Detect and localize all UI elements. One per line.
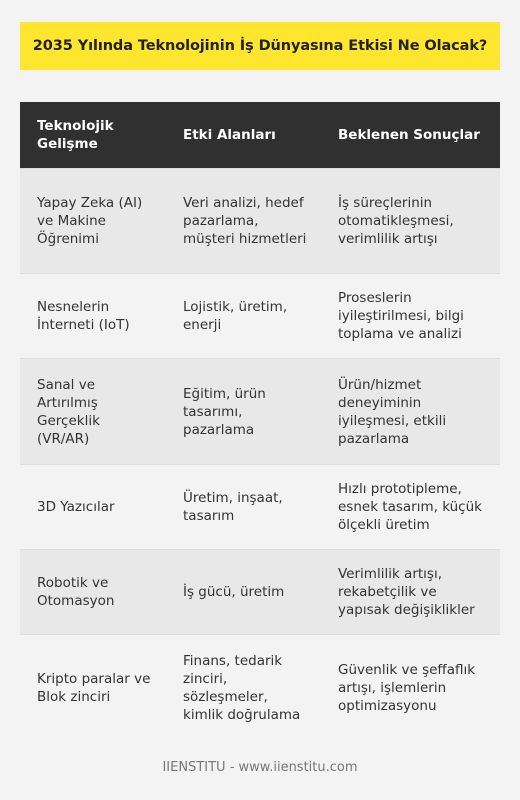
header-cell-expected-results: Beklenen Sonuçlar [338,127,480,143]
footer-credit: IIENSTITU - www.iienstitu.com [162,760,358,775]
table-row [20,549,500,634]
table-cell: Nesnelerin İnterneti (IoT) [37,299,130,333]
table-cell: Güvenlik ve şeffaflık artışı, işlemlerin optimizasyonu [338,661,476,714]
table-row [20,358,500,464]
table-cell: Proseslerin iyileştirilmesi, bilgi toplama ve analizi [338,290,464,342]
comparison-table [20,102,500,740]
page-title: 2035 Yılında Teknolojinin İş Dünyasına Etkisi Ne Olacak? [20,22,500,70]
table-cell: Finans, tedarik zinciri, sözleşmeler, kimlik doğrulama [183,652,301,723]
table-cell: Verimlilik artışı, rekabetçilik ve yapısak değişiklikler [338,566,475,618]
table-cell: Lojistik, üretim, enerji [183,299,288,333]
table-row [20,168,500,273]
table-row [20,634,500,740]
table-cell: Robotik ve Otomasyon [37,575,115,609]
table-cell: 3D Yazıcılar [37,499,115,515]
table-cell: Sanal ve Artırılmış Gerçeklik (VR/AR) [37,376,100,447]
table-cell: Kripto paralar ve Blok zinciri [37,670,151,705]
table-cell: Yapay Zeka (AI) ve Makine Öğrenimi [37,195,143,247]
table-cell: İş gücü, üretim [183,584,285,600]
header-cell-technology: Teknolojik Gelişme [37,118,114,152]
table-row [20,273,500,358]
table-header-row [20,102,500,168]
table-cell: Ürün/hizmet deneyiminin iyileşmesi, etkili pazarlama [338,376,447,447]
header-cell-impact-areas: Etki Alanları [183,127,276,143]
table-cell: Veri analizi, hedef pazarlama, müşteri hizmetleri [183,195,307,247]
table-row [20,464,500,549]
table-cell: Hızlı prototipleme, esnek tasarım, küçük ölçekli üretim [338,481,482,533]
table-cell: Üretim, inşaat, tasarım [183,490,283,524]
table-cell: Eğitim, ürün tasarımı, pazarlama [183,385,266,438]
table-cell: İş süreçlerinin otomatikleşmesi, verimlilik artışı [338,195,454,247]
